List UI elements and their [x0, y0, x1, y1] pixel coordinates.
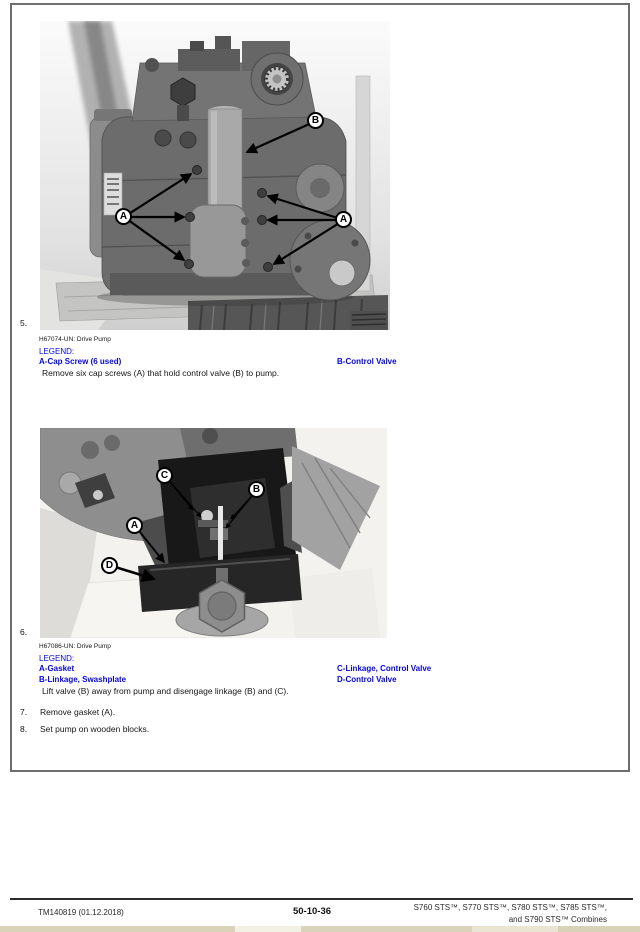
footer-models-line1: S760 STS™, S770 STS™, S780 STS™, S785 STS™, [413, 903, 607, 912]
callout-a: A [335, 211, 352, 228]
next-page-edge [301, 926, 472, 932]
callout-b: B [248, 481, 265, 498]
legend-title-2: LEGEND: [39, 654, 75, 663]
footer-models-line2: and S790 STS™ Combines [508, 914, 607, 924]
callout-d: D [101, 557, 118, 574]
legend-a-gasket: A-Gasket [39, 664, 75, 673]
step-8-text: Set pump on wooden blocks. [40, 724, 150, 734]
next-page-edge [558, 926, 640, 932]
callout-a: A [115, 208, 132, 225]
step-7-text: Remove gasket (A). [40, 707, 116, 717]
legend-title-1: LEGEND: [39, 347, 75, 356]
callout-c: C [156, 467, 173, 484]
figure-id-2: H67086-UN: Drive Pump [39, 643, 111, 650]
legend-b-control-valve: B-Control Valve [337, 357, 397, 366]
footer-doc-ref: TM140819 (01.12.2018) [38, 908, 124, 917]
footer-divider [10, 898, 633, 900]
step-5-instruction: Remove six cap screws (A) that hold control valve (B) to pump. [42, 368, 280, 378]
callout-a: A [126, 517, 143, 534]
next-page-edge [0, 926, 235, 932]
step-7-number: 7. [20, 707, 28, 717]
legend-d-control-valve: D-Control Valve [337, 675, 397, 684]
drive-pump-photo-2 [40, 428, 387, 638]
figure-id-1: H67074-UN: Drive Pump [39, 336, 111, 343]
step-8-number: 8. [20, 724, 28, 734]
pump-illustration-2 [40, 428, 387, 638]
legend-a-cap-screw: A-Cap Screw (6 used) [39, 357, 122, 366]
drive-pump-photo-1 [40, 21, 390, 330]
legend-b-linkage-swashplate: B-Linkage, Swashplate [39, 675, 127, 684]
step-6-number: 6. [20, 627, 28, 637]
pump-illustration-1 [40, 21, 390, 330]
footer-page-number: 50-10-36 [292, 906, 332, 917]
step-5-number: 5. [20, 318, 28, 328]
next-page-edge [472, 926, 558, 932]
legend-c-linkage-control-valve: C-Linkage, Control Valve [337, 664, 432, 673]
next-page-edge [235, 926, 301, 932]
footer-models [414, 902, 607, 925]
step-6-instruction: Lift valve (B) away from pump and disengage linkage (B) and (C). [42, 686, 289, 696]
callout-b: B [307, 112, 324, 129]
